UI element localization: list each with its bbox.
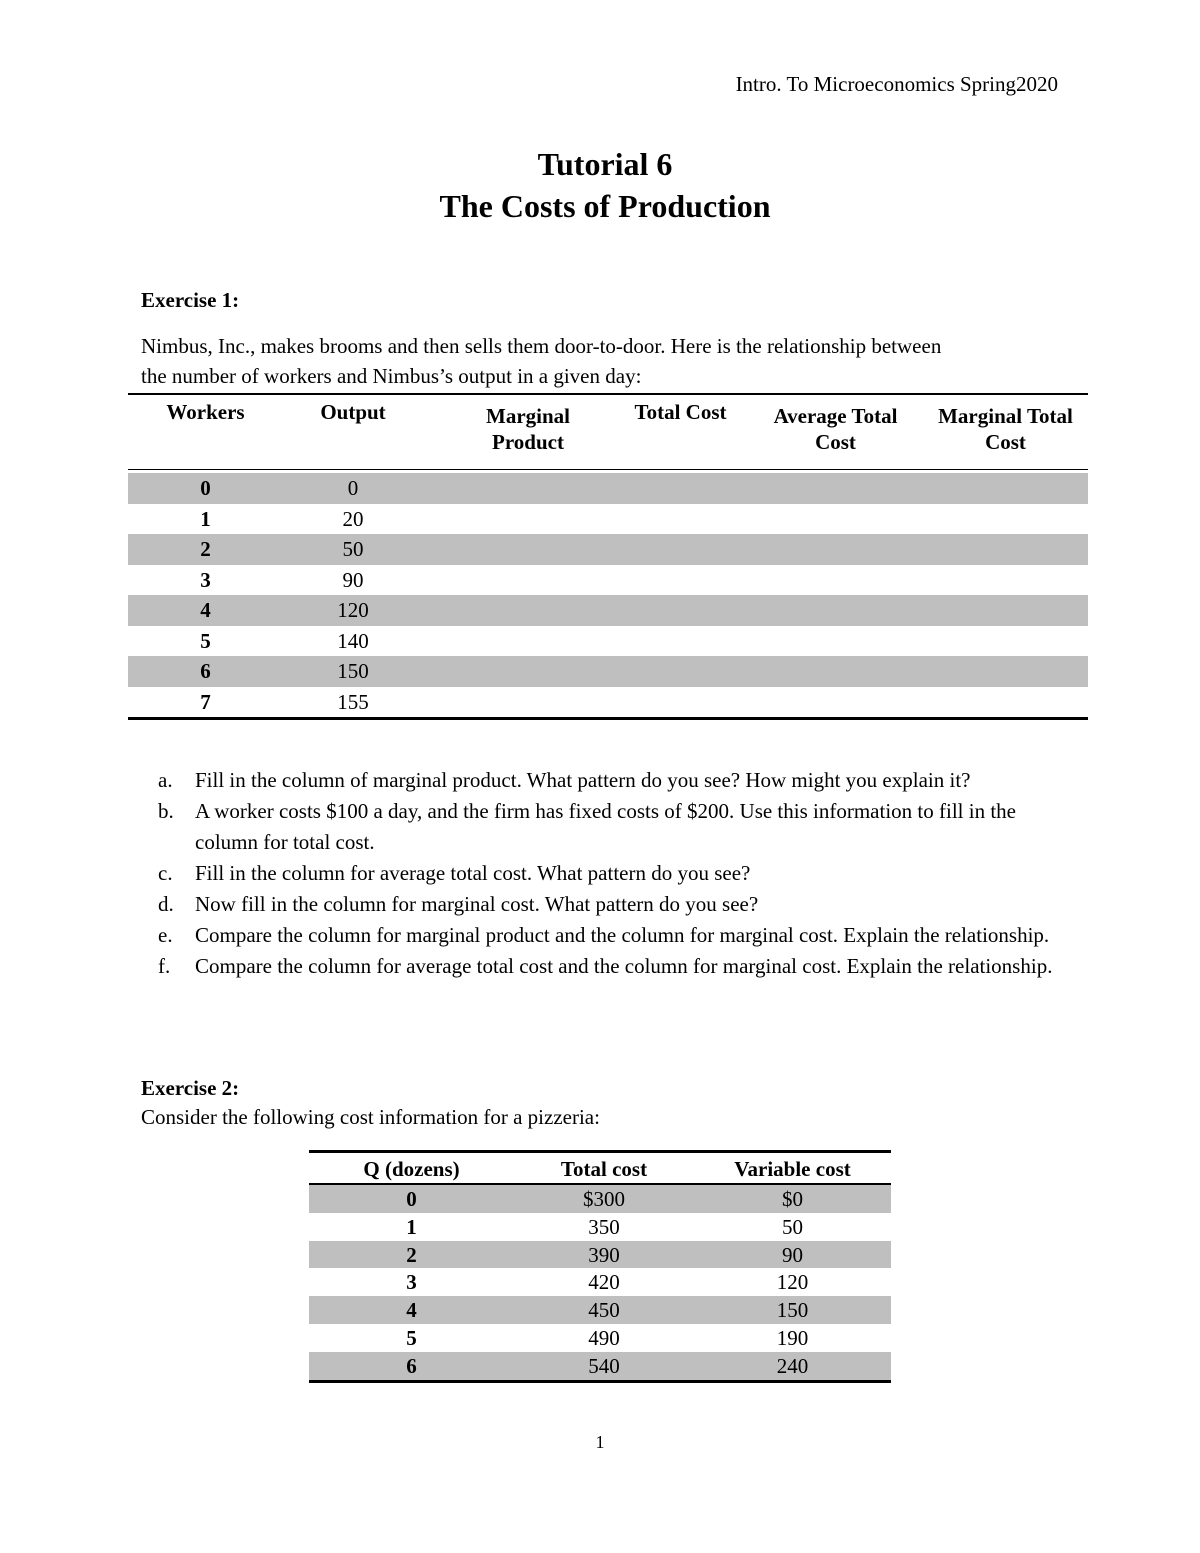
cell-q: 6 (406, 1353, 417, 1378)
header-average-total-cost: Average Total Cost (773, 404, 898, 454)
table-row (309, 1185, 891, 1213)
cell-total-cost (613, 473, 748, 504)
cell-marginal-product (423, 626, 613, 657)
question-item (158, 951, 1078, 982)
exercise2-intro: Consider the following cost information for a pizzeria: (141, 1105, 600, 1129)
question-item (158, 765, 1078, 796)
question-text: Now fill in the column for marginal cost. What pattern do you see? (195, 892, 759, 916)
cell-variable-cost: 120 (776, 1270, 809, 1295)
cell-q: 5 (406, 1325, 417, 1350)
cell-total-cost (613, 534, 748, 565)
table-body (309, 1185, 891, 1380)
header-marginal-product: Marginal Product (486, 404, 570, 454)
cell-q: 1 (406, 1214, 417, 1239)
cell-average-total-cost (748, 534, 923, 565)
cell-average-total-cost (748, 626, 923, 657)
question-text: Compare the column for marginal product and the column for marginal cost. Explain the relationship. (195, 923, 1050, 947)
cell-q: 2 (406, 1242, 417, 1267)
page-header: Intro. To Microeconomics Spring2020 (735, 72, 1058, 96)
cell-variable-cost: 50 (782, 1214, 803, 1239)
cell-marginal-total-cost (923, 656, 1088, 687)
cell-output: 155 (337, 689, 369, 714)
cell-average-total-cost (748, 565, 923, 596)
table-row (309, 1213, 891, 1241)
cell-marginal-product (423, 687, 613, 718)
question-label: c. (158, 861, 173, 885)
header-marginal-total-cost: Marginal Total Cost (938, 404, 1073, 454)
cell-output: 120 (337, 598, 369, 622)
title-line-1: Tutorial 6 (537, 146, 673, 182)
header-output: Output (320, 400, 386, 424)
cell-marginal-product (423, 595, 613, 626)
question-text: A worker costs $100 a day, and the firm has fixed costs of $200. Use this information to fill in the column for total cost. (195, 799, 1016, 854)
cell-workers: 2 (200, 537, 211, 561)
cell-workers: 0 (200, 476, 211, 500)
table-row (128, 565, 1088, 596)
exercise1-intro-line1: Nimbus, Inc., makes brooms and then sells them door-to-door. Here is the relationship between (141, 334, 942, 358)
exercise1-intro-line2: the number of workers and Nimbus’s output in a given day: (141, 364, 642, 388)
cell-output: 20 (342, 506, 364, 531)
question-text: Fill in the column of marginal product. What pattern do you see? How might you explain it? (195, 768, 971, 792)
question-item (158, 858, 1078, 889)
question-label: d. (158, 892, 174, 916)
cell-marginal-product (423, 504, 613, 535)
table-row (309, 1324, 891, 1352)
cell-q: 3 (406, 1270, 417, 1295)
cell-total-cost (613, 595, 748, 626)
cell-average-total-cost (748, 687, 923, 718)
cell-average-total-cost (748, 504, 923, 535)
cell-marginal-product (423, 656, 613, 687)
question-text: Fill in the column for average total cost. What pattern do you see? (195, 861, 751, 885)
cell-total-cost: 420 (588, 1270, 620, 1295)
cell-marginal-total-cost (923, 626, 1088, 657)
question-label: a. (158, 768, 173, 792)
cell-output: 140 (337, 628, 369, 653)
pizzeria-cost-table (309, 1150, 891, 1383)
header-total-cost: Total cost (560, 1157, 648, 1181)
cell-total-cost (613, 565, 748, 596)
cell-marginal-total-cost (923, 595, 1088, 626)
cell-variable-cost: 150 (776, 1298, 809, 1323)
header-variable-cost: Variable cost (734, 1157, 851, 1181)
question-item (158, 796, 1078, 858)
questions-list (158, 765, 1078, 982)
page-title (0, 143, 1200, 227)
question-label: b. (158, 799, 174, 823)
cell-total-cost (613, 504, 748, 535)
table-row (309, 1352, 891, 1380)
table-row (309, 1241, 891, 1269)
table-row (309, 1296, 891, 1324)
cell-marginal-product (423, 565, 613, 596)
cell-marginal-total-cost (923, 473, 1088, 504)
cell-total-cost (613, 626, 748, 657)
cell-variable-cost: 240 (776, 1353, 809, 1378)
cell-workers: 7 (200, 689, 211, 714)
cell-marginal-total-cost (923, 534, 1088, 565)
title-line-2: The Costs of Production (439, 188, 771, 224)
table-row (128, 656, 1088, 687)
question-item (158, 889, 1078, 920)
table-row (128, 534, 1088, 565)
cell-total-cost: 350 (588, 1214, 620, 1239)
cell-average-total-cost (748, 595, 923, 626)
question-item (158, 920, 1078, 951)
cell-variable-cost: 190 (776, 1325, 809, 1350)
cell-workers: 1 (200, 506, 211, 531)
table-body (128, 470, 1088, 717)
page-number: 1 (595, 1432, 605, 1452)
workers-output-table (128, 393, 1088, 720)
header-total-cost: Total Cost (634, 400, 727, 424)
cell-marginal-total-cost (923, 504, 1088, 535)
table-row (128, 687, 1088, 718)
table-row (128, 626, 1088, 657)
table-row (128, 473, 1088, 504)
cell-total-cost (613, 656, 748, 687)
cell-workers: 5 (200, 628, 211, 653)
cell-marginal-total-cost (923, 565, 1088, 596)
cell-q: 0 (406, 1187, 417, 1211)
cell-output: 0 (347, 476, 359, 500)
cell-average-total-cost (748, 656, 923, 687)
table-row (128, 595, 1088, 626)
cell-marginal-product (423, 473, 613, 504)
cell-workers: 4 (200, 598, 211, 622)
cell-total-cost: 490 (588, 1325, 620, 1350)
cell-marginal-product (423, 534, 613, 565)
cell-average-total-cost (748, 473, 923, 504)
cell-variable-cost: 90 (782, 1242, 803, 1267)
table-header-row (128, 395, 1088, 470)
cell-q: 4 (406, 1298, 417, 1323)
exercise2-heading: Exercise 2: (141, 1076, 240, 1100)
table-header-row (309, 1153, 891, 1185)
table-row (128, 504, 1088, 535)
question-label: e. (158, 923, 173, 947)
cell-output: 150 (337, 659, 369, 683)
header-q-dozens: Q (dozens) (363, 1157, 460, 1181)
question-label: f. (158, 954, 171, 978)
cell-workers: 3 (200, 567, 211, 592)
cell-output: 90 (342, 567, 364, 592)
exercise1-heading: Exercise 1: (141, 288, 240, 312)
header-workers: Workers (166, 400, 245, 424)
cell-total-cost: 390 (588, 1242, 620, 1267)
cell-variable-cost: $0 (782, 1187, 803, 1211)
table-row (309, 1268, 891, 1296)
cell-total-cost: 540 (588, 1353, 620, 1378)
question-text: Compare the column for average total cost and the column for marginal cost. Explain the relationship. (195, 954, 1053, 978)
cell-marginal-total-cost (923, 687, 1088, 718)
cell-output: 50 (342, 537, 364, 561)
cell-workers: 6 (200, 659, 211, 683)
exercise1-intro (141, 331, 1081, 391)
cell-total-cost (613, 687, 748, 718)
cell-total-cost: 450 (588, 1298, 620, 1323)
cell-total-cost: $300 (583, 1187, 625, 1211)
